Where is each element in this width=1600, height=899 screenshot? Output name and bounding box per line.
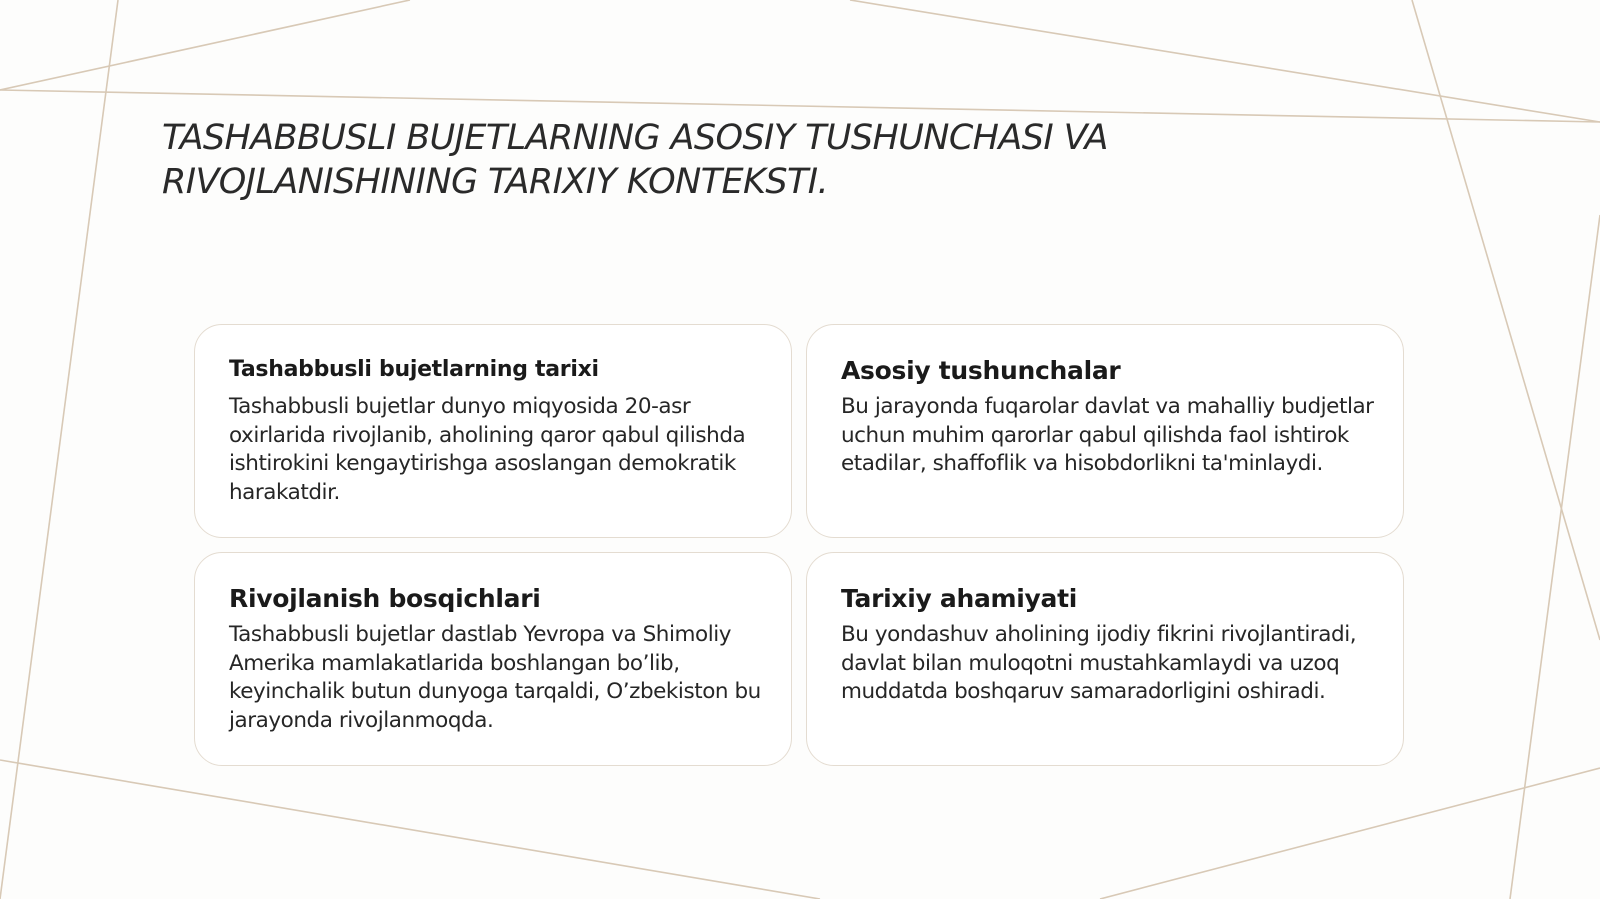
card-title: Tashabbusli bujetlarning tarixi [229, 357, 599, 382]
slide-title [162, 116, 1262, 204]
bg-line [850, 0, 1600, 122]
card-title: Tarixiy ahamiyati [841, 584, 1078, 613]
card-tarixiy-ahamiyati [806, 552, 1404, 766]
bg-line [0, 0, 118, 899]
bg-line [1510, 215, 1600, 899]
bg-line [0, 760, 820, 899]
bg-line [0, 0, 410, 90]
card-tashabbusli-bujetlarning-tarixi [194, 324, 792, 538]
card-body: Bu jarayonda fuqarolar davlat va mahalliy budjetlar uchun muhim qarorlar qabul qilishda faol ishtirok etadilar, shaffoflik va hisobdorlikni ta'minlaydi. [841, 394, 1374, 476]
slide-title-line: TASHABBUSLI BUJETLARNING ASOSIY TUSHUNCHASI VA [162, 118, 1108, 158]
slide-title-line: RIVOJLANISHINING TARIXIY KONTEKSTI. [162, 162, 828, 202]
card-body: Tashabbusli bujetlar dunyo miqyosida 20-asr oxirlarida rivojlanib, aholining qaror qabul qilishda ishtirokini kengaytirishga asoslangan demokratik harakatdir. [229, 394, 746, 505]
card-title: Rivojlanish bosqichlari [229, 584, 541, 613]
card-title: Asosiy tushunchalar [841, 356, 1121, 385]
card-body: Tashabbusli bujetlar dastlab Yevropa va Shimoliy Amerika mamlakatlarida boshlangan bo’lib, keyinchalik butun dunyoga tarqaldi, O’zbekiston bu jarayonda rivojlanmoqda. [229, 622, 761, 733]
card-rivojlanish-bosqichlari [194, 552, 792, 766]
bg-line [1412, 0, 1600, 640]
card-asosiy-tushunchalar [806, 324, 1404, 538]
bg-line [1100, 768, 1600, 899]
card-body: Bu yondashuv aholining ijodiy fikrini rivojlantiradi, davlat bilan muloqotni mustahkamlaydi va uzoq muddatda boshqaruv samaradorligini oshiradi. [841, 622, 1357, 704]
